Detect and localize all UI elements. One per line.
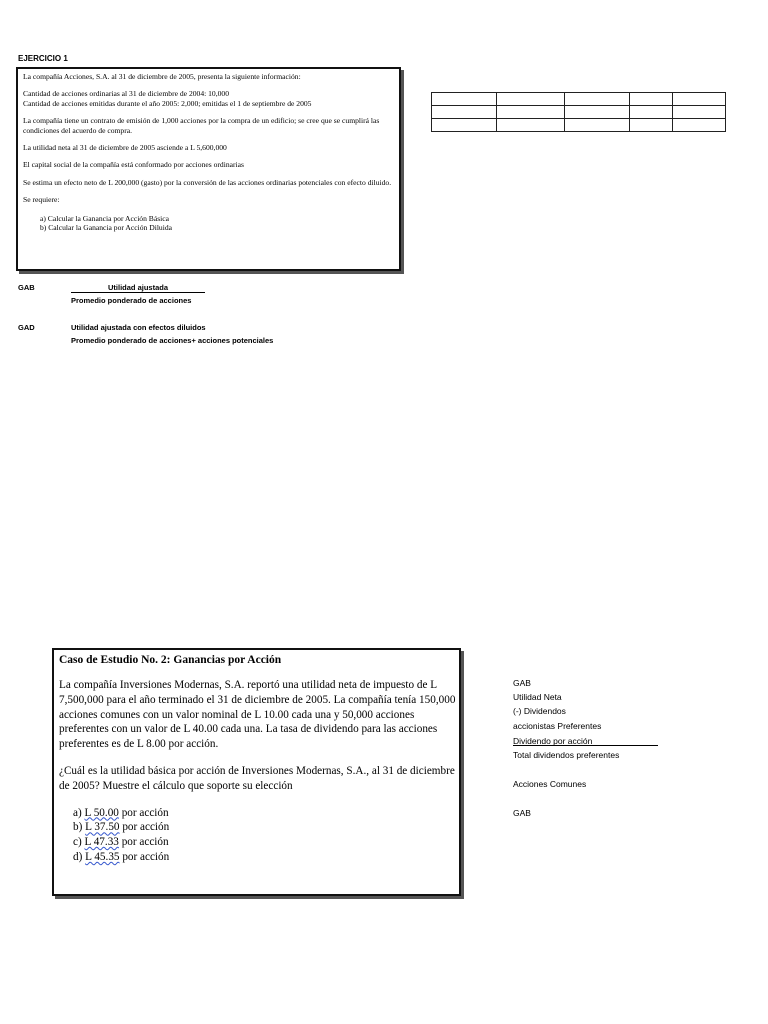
grid-cell xyxy=(432,119,497,132)
grid-row xyxy=(432,119,726,132)
answer-option-a: a) L 50.00 por acción xyxy=(73,806,169,819)
gad-denominator: Promedio ponderado de acciones+ acciones potenciales xyxy=(71,336,274,345)
exercise-1-box xyxy=(16,67,401,271)
grid-cell xyxy=(630,106,673,119)
gab-denominator: Promedio ponderado de acciones xyxy=(71,296,192,305)
option-amount: L 37.50 xyxy=(85,821,120,834)
side-gab: GAB xyxy=(513,678,531,688)
case-study-question: ¿Cuál es la utilidad básica por acción de Inversiones Modernas, S.A., al 31 de diciembre de 2005? Muestre el cálculo que soporte su elección xyxy=(59,764,455,792)
answer-option-b: b) L 37.50 por acción xyxy=(73,821,170,834)
gad-numerator: Utilidad ajustada con efectos diluidos xyxy=(71,323,206,332)
gab-label: GAB xyxy=(18,283,35,292)
exercise-requirements xyxy=(23,214,393,233)
grid-cell xyxy=(630,93,673,106)
exercise-capital: El capital social de la compañía está conformado por acciones ordinarias xyxy=(23,160,244,170)
exercise-dilution-effect: Se estima un efecto neto de L 200,000 (gasto) por la conversión de las acciones ordinarias potenciales con efecto diluido. xyxy=(23,177,392,187)
grid-cell xyxy=(673,93,726,106)
exercise-contract: La compañía tiene un contrato de emisión de 1,000 acciones por la compra de un edificio; se cree que se cumplirá las condiciones del acuerdo de compra. xyxy=(23,116,380,135)
grid-row xyxy=(432,93,726,106)
grid-cell xyxy=(432,93,497,106)
answer-option-d: d) L 45.35 por acción xyxy=(73,850,170,863)
grid-cell xyxy=(630,119,673,132)
shares-issued-2005: Cantidad de acciones emitidas durante el año 2005: 2,000; emitidas el 1 de septiembre de 2005 xyxy=(23,98,312,108)
side-gab-result: GAB xyxy=(513,808,531,818)
grid-cell xyxy=(497,119,565,132)
side-total-pref-dividends: Total dividendos preferentes xyxy=(513,750,620,760)
side-common-shares: Acciones Comunes xyxy=(513,779,587,789)
side-total-rule xyxy=(513,745,658,746)
requirement-b: b) Calcular la Ganancia por Acción Diluida xyxy=(40,223,172,233)
grid-cell xyxy=(673,119,726,132)
case-study-paragraph: La compañía Inversiones Modernas, S.A. reportó una utilidad neta de impuesto de L 7,500,000 para el año terminado el 31 de diciembre de 2005. La compañía tenía 150,000 acciones comunes con un valor nominal de L 10.00 cada una y 50,000 acciones preferentes con un valor de L 40.00 cada una. La tasa de dividendo para las acciones preferentes es de L 8.00 por acción. xyxy=(59,679,456,751)
grid-cell xyxy=(432,106,497,119)
option-amount: L 45.35 xyxy=(85,850,120,863)
option-amount: L 47.33 xyxy=(84,836,119,849)
grid-cell xyxy=(565,119,630,132)
option-amount: L 50.00 xyxy=(84,806,119,819)
exercise-requires: Se requiere: xyxy=(23,195,60,205)
exercise-intro: La compañía Acciones, S.A. al 31 de diciembre de 2005, presenta la siguiente información: xyxy=(23,72,301,81)
shares-2004: Cantidad de acciones ordinarias al 31 de diciembre de 2004: 10,000 xyxy=(23,89,230,99)
side-net-income: Utilidad Neta xyxy=(513,692,562,702)
answer-option-c: c) L 47.33 por acción xyxy=(73,836,169,849)
gab-numerator: Utilidad ajustada xyxy=(71,283,205,293)
grid-cell xyxy=(565,93,630,106)
grid-cell xyxy=(565,106,630,119)
side-pref-holders: accionistas Preferentes xyxy=(513,721,602,731)
grid-cell xyxy=(497,93,565,106)
side-less-dividends: (-) Dividendos xyxy=(513,706,566,716)
exercise-shares-info xyxy=(23,89,393,108)
case-study-title: Caso de Estudio No. 2: Ganancias por Acción xyxy=(59,654,282,666)
answer-options xyxy=(59,806,459,865)
gad-label: GAD xyxy=(18,323,35,332)
grid-cell xyxy=(497,106,565,119)
grid-row xyxy=(432,106,726,119)
side-dividend-per-share: Dividendo por acción xyxy=(513,736,593,746)
requirement-a: a) Calcular la Ganancia por Acción Básica xyxy=(40,213,170,223)
case-study-box xyxy=(52,648,461,896)
empty-grid xyxy=(431,92,726,132)
exercise-heading: EJERCICIO 1 xyxy=(18,54,68,63)
grid-cell xyxy=(673,106,726,119)
exercise-net-income: La utilidad neta al 31 de diciembre de 2005 asciende a L 5,600,000 xyxy=(23,143,227,153)
